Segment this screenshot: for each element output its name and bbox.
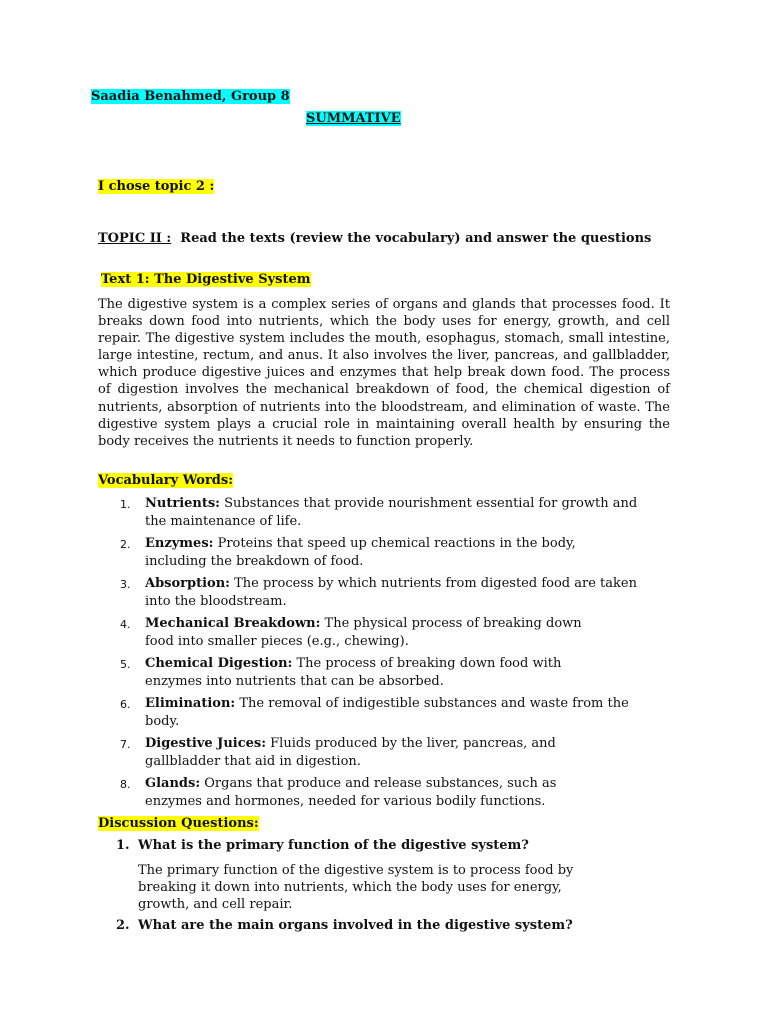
vocab-number: 5. <box>120 658 131 671</box>
vocab-def-line1: Organs that produce and release substances, such as <box>200 776 557 791</box>
vocab-item <box>98 535 678 575</box>
answer-line: breaking it down into nutrients, which the body uses for energy, <box>138 880 562 896</box>
text1-paragraph <box>98 296 670 450</box>
paragraph-text: The digestive system is a complex series of organs and glands that processes food. It breaks down food into nutrients, which the body uses for energy, growth, and cell repair. The digestive system includes the mouth, esophagus, stomach, small intestine, large intestine, rectum, and anus. It also involves the liver, pancreas, and gallbladder, which produce digestive juices and enzymes that help break down food. The process of digestion involves the mechanical breakdown of food, the chemical digestion of nutrients, absorption of nutrients into the bloodstream, and elimination of waste. The digestive system plays a crucial role in maintaining overall health by ensuring the body receives the nutrients it needs to function properly. <box>98 297 670 449</box>
question-number: 2. <box>116 918 130 933</box>
topic-choice: I chose topic 2 : <box>98 179 215 194</box>
topic-heading <box>98 231 651 246</box>
vocab-def-line1: Fluids produced by the liver, pancreas, and <box>266 736 556 751</box>
vocab-def-line2: body. <box>145 713 180 729</box>
vocab-item <box>98 775 678 815</box>
vocab-item <box>98 655 678 695</box>
vocab-item <box>98 575 678 615</box>
answer-line: growth, and cell repair. <box>138 897 293 913</box>
vocab-def-line2: food into smaller pieces (e.g., chewing). <box>145 633 409 649</box>
topic-instruction: Read the texts (review the vocabulary) and answer the questions <box>171 231 652 246</box>
vocab-term: Chemical Digestion: <box>145 656 293 671</box>
vocab-item <box>98 735 678 775</box>
vocab-def-line2: the maintenance of life. <box>145 513 302 529</box>
answer-1 <box>138 862 618 914</box>
vocab-def-line2: including the breakdown of food. <box>145 553 364 569</box>
vocab-def-line2: enzymes and hormones, needed for various bodily functions. <box>145 793 546 809</box>
question-number: 1. <box>116 838 130 853</box>
vocab-item <box>98 495 678 535</box>
vocab-number: 7. <box>120 738 131 751</box>
vocab-term: Glands: <box>145 776 201 791</box>
summative-title: SUMMATIVE <box>306 111 401 126</box>
vocab-def-line1: The removal of indigestible substances and waste from the <box>235 696 629 711</box>
vocab-number: 3. <box>120 578 131 591</box>
vocab-term: Nutrients: <box>145 496 220 511</box>
vocabulary-heading: Vocabulary Words: <box>98 473 234 488</box>
discussion-heading: Discussion Questions: <box>98 816 259 831</box>
vocab-def-line1: The process by which nutrients from digested food are taken <box>229 576 637 591</box>
vocab-term: Elimination: <box>145 696 236 711</box>
vocab-def-line1: Proteins that speed up chemical reactions in the body, <box>213 536 576 551</box>
author-line: Saadia Benahmed, Group 8 <box>91 89 290 104</box>
vocabulary-list <box>98 495 678 815</box>
question-1 <box>116 838 529 853</box>
vocab-term: Enzymes: <box>145 536 214 551</box>
vocab-number: 6. <box>120 698 131 711</box>
answer-line: The primary function of the digestive system is to process food by <box>138 863 574 878</box>
vocab-term: Absorption: <box>145 576 230 591</box>
vocab-item <box>98 615 678 655</box>
vocab-number: 1. <box>120 498 131 511</box>
vocab-number: 4. <box>120 618 131 631</box>
vocab-def-line1: The process of breaking down food with <box>292 656 562 671</box>
vocab-def-line2: gallbladder that aid in digestion. <box>145 753 361 769</box>
topic-label: TOPIC II : <box>98 231 172 246</box>
question-text: What are the main organs involved in the digestive system? <box>138 918 573 933</box>
vocab-item <box>98 695 678 735</box>
question-text: What is the primary function of the digestive system? <box>138 838 529 853</box>
vocab-number: 2. <box>120 538 131 551</box>
vocab-def-line1: The physical process of breaking down <box>320 616 582 631</box>
vocab-term: Digestive Juices: <box>145 736 267 751</box>
text1-title: Text 1: The Digestive System <box>101 272 311 287</box>
vocab-def-line2: into the bloodstream. <box>145 593 287 609</box>
vocab-def-line2: enzymes into nutrients that can be absorbed. <box>145 673 444 689</box>
vocab-term: Mechanical Breakdown: <box>145 616 321 631</box>
question-2 <box>116 918 573 933</box>
vocab-def-line1: Substances that provide nourishment essential for growth and <box>219 496 638 511</box>
vocab-number: 8. <box>120 778 131 791</box>
